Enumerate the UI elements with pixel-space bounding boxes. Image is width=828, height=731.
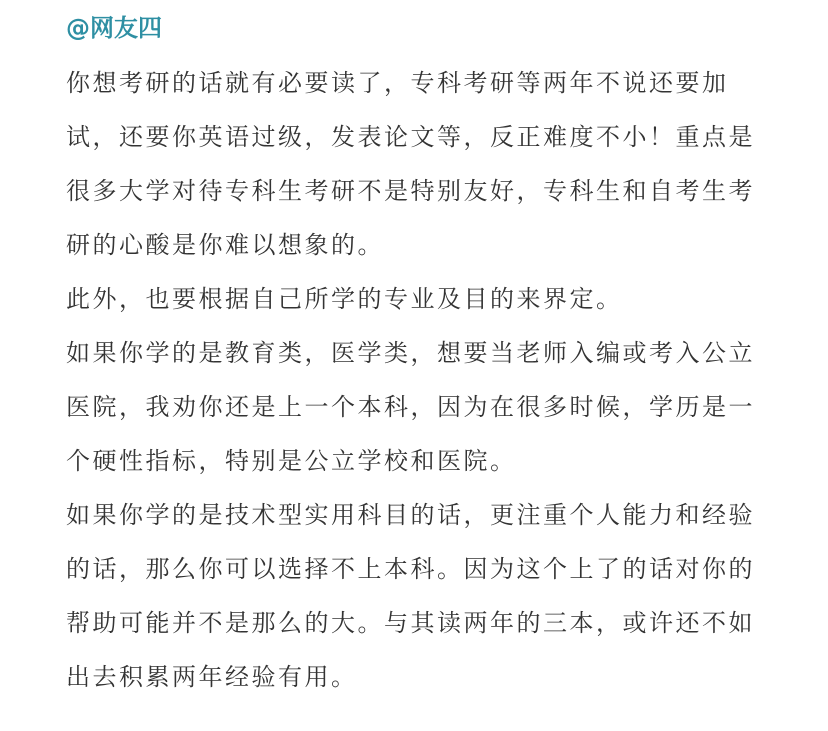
paragraph: [66, 56, 776, 272]
text-line: 帮助可能并不是那么的大。与其读两年的三本，或许还不如: [66, 609, 755, 637]
text-line: 出去积累两年经验有用。: [66, 663, 358, 691]
text-line: 医院，我劝你还是上一个本科，因为在很多时候，学历是一: [66, 393, 755, 421]
author-handle: @网友四: [66, 14, 162, 42]
text-line: 如果你学的是教育类，医学类，想要当老师入编或考入公立: [66, 339, 755, 367]
text-line: 研的心酸是你难以想象的。: [66, 231, 384, 259]
text-line: 的话，那么你可以选择不上本科。因为这个上了的话对你的: [66, 555, 755, 583]
text-line: 个硬性指标，特别是公立学校和医院。: [66, 447, 517, 475]
text-line: 很多大学对待专科生考研不是特别友好，专科生和自考生考: [66, 177, 755, 205]
text-line: 如果你学的是技术型实用科目的话，更注重个人能力和经验: [66, 501, 755, 529]
paragraph: [66, 488, 776, 704]
text-line: 你想考研的话就有必要读了，专科考研等两年不说还要加: [66, 69, 729, 97]
text-line: 此外，也要根据自己所学的专业及目的来界定。: [66, 285, 623, 313]
article-body: [66, 56, 776, 704]
paragraph: [66, 272, 776, 326]
paragraph: [66, 326, 776, 488]
text-line: 试，还要你英语过级，发表论文等，反正难度不小！重点是: [66, 123, 755, 151]
